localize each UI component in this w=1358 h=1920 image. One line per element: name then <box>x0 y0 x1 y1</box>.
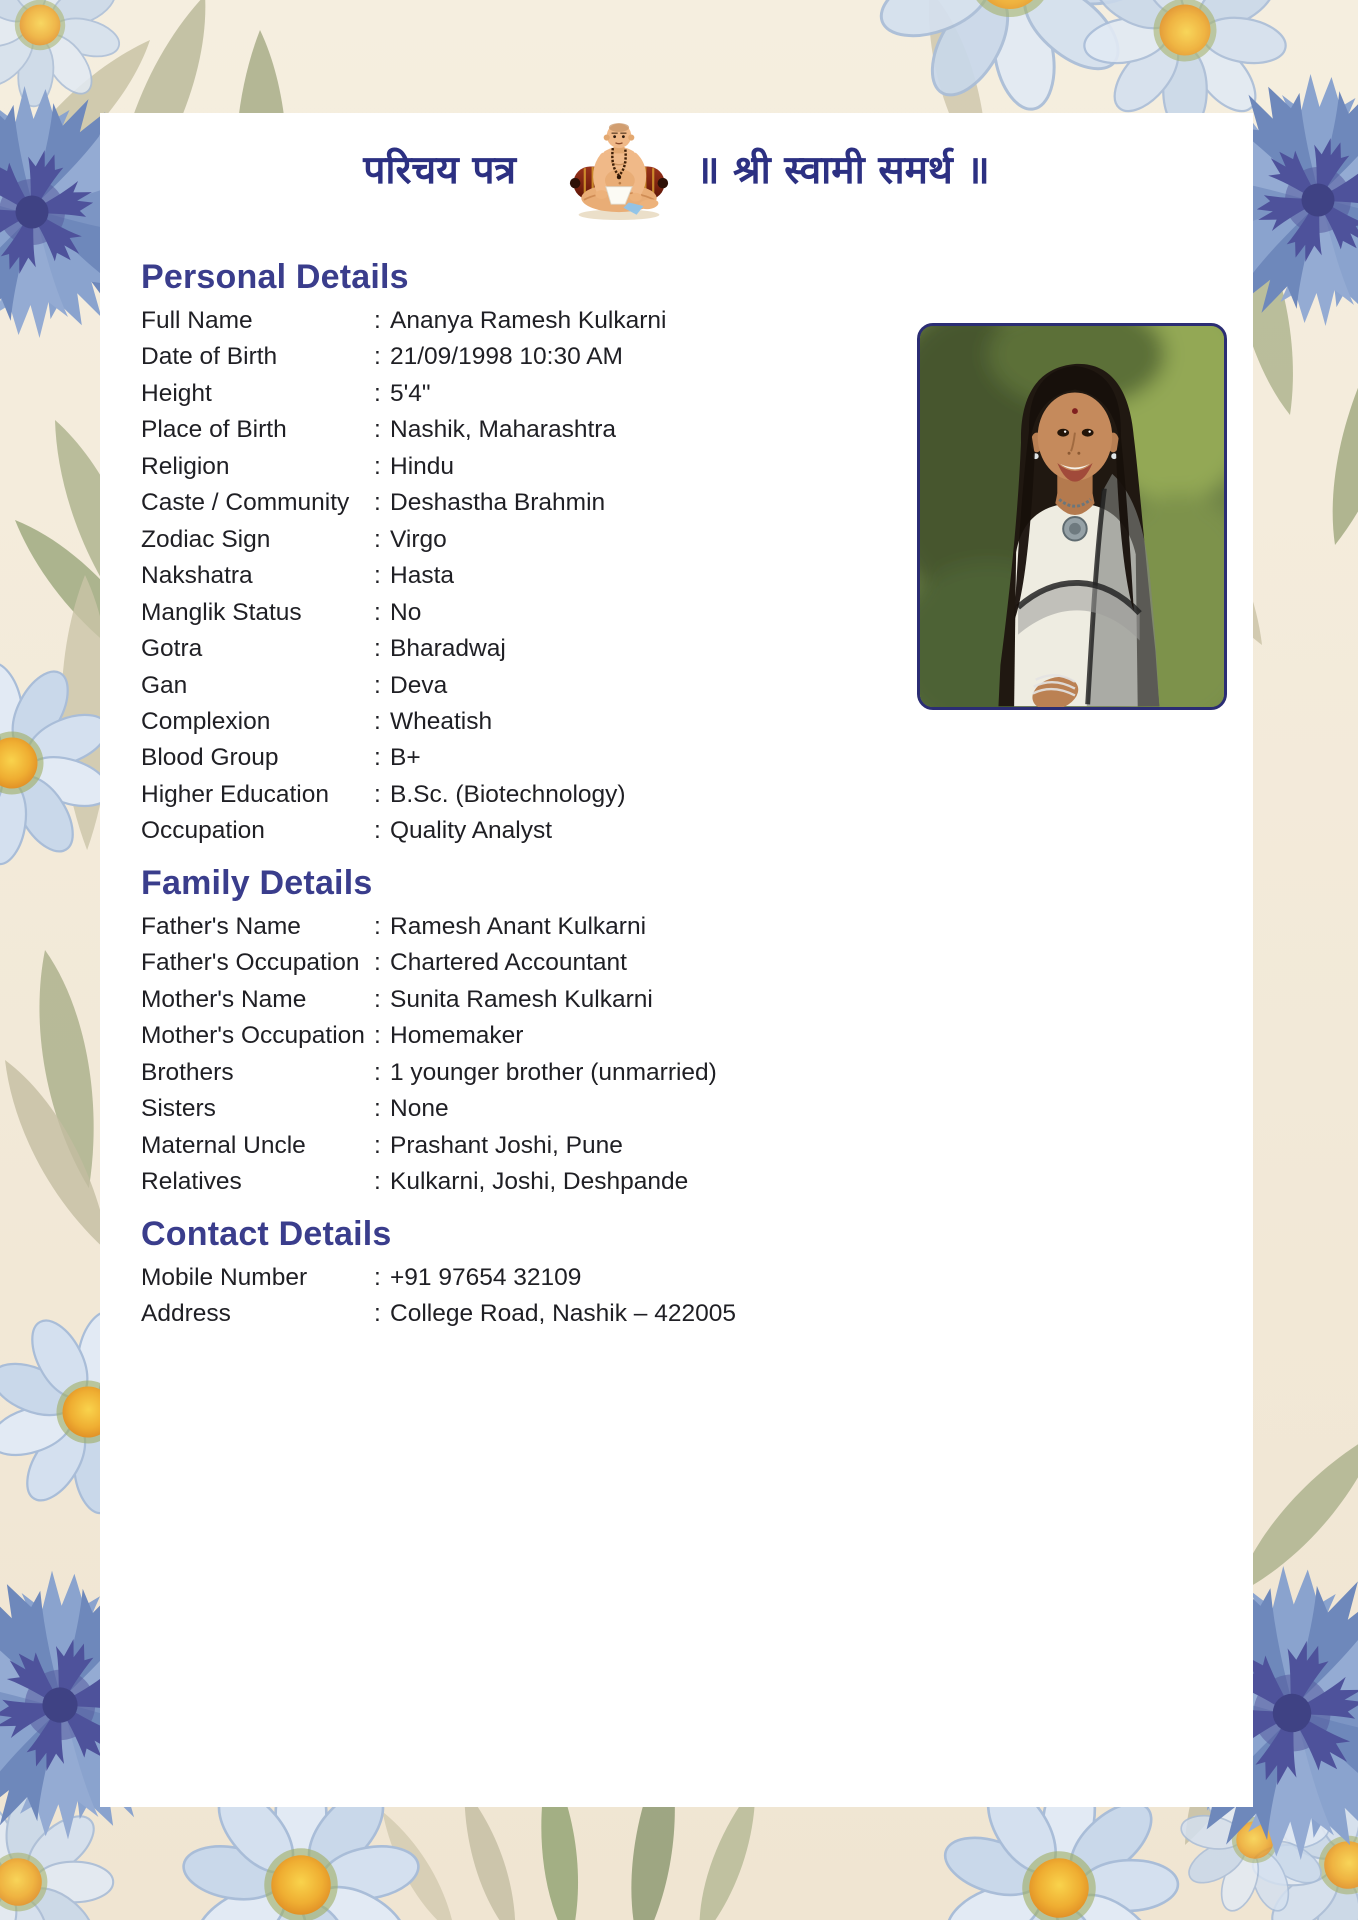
row-label: Relatives <box>141 1168 242 1196</box>
row-separator: : <box>374 1131 381 1159</box>
row-label: Manglik Status <box>141 598 302 626</box>
row-value: 21/09/1998 10:30 AM <box>390 343 623 371</box>
row-value: Prashant Joshi, Pune <box>390 1131 623 1159</box>
row-label: Mobile Number <box>141 1264 308 1291</box>
row-label: Nakshatra <box>141 562 253 590</box>
row-label: Religion <box>141 452 230 480</box>
detail-row <box>141 1055 1237 1091</box>
row-value: Homemaker <box>390 1022 524 1050</box>
detail-row <box>141 777 1237 813</box>
row-value: 5'4" <box>390 379 431 407</box>
header-title-right: ॥ श्री स्वामी समर्थ ॥ <box>696 147 990 193</box>
row-value: Hindu <box>390 452 455 480</box>
row-label: Sisters <box>141 1095 216 1123</box>
row-label: Blood Group <box>141 744 279 772</box>
row-label: Gan <box>141 671 188 699</box>
row-label: Higher Education <box>141 780 329 808</box>
row-value: Hasta <box>390 562 455 590</box>
row-value: None <box>390 1095 449 1123</box>
row-label: Brothers <box>141 1058 234 1086</box>
row-value: Ananya Ramesh Kulkarni <box>390 307 667 334</box>
contact-details-heading: Contact Details <box>141 1215 392 1253</box>
row-separator: : <box>374 707 381 735</box>
row-separator: : <box>374 598 381 626</box>
row-value: +91 97654 32109 <box>390 1264 582 1291</box>
row-label: Father's Occupation <box>141 949 360 977</box>
row-value: Ramesh Anant Kulkarni <box>390 913 647 940</box>
row-separator: : <box>374 416 381 444</box>
row-label: Full Name <box>141 307 253 334</box>
detail-row <box>141 1018 1237 1054</box>
contact-details-list <box>141 1260 1237 1333</box>
detail-row <box>141 1296 1237 1332</box>
biodata-card <box>100 113 1253 1807</box>
family-details-list <box>141 909 1237 1201</box>
row-separator: : <box>374 525 381 553</box>
row-separator: : <box>374 671 381 699</box>
row-label: Address <box>141 1300 231 1328</box>
row-label: Father's Name <box>141 913 301 940</box>
row-label: Mother's Name <box>141 985 307 1013</box>
detail-row <box>141 740 1237 776</box>
row-separator: : <box>374 744 381 772</box>
row-value: Sunita Ramesh Kulkarni <box>390 985 653 1013</box>
row-value: B.Sc. (Biotechnology) <box>390 780 626 808</box>
row-value: Quality Analyst <box>390 817 553 845</box>
row-separator: : <box>374 562 381 590</box>
detail-row <box>141 1091 1237 1127</box>
header <box>100 113 1253 223</box>
row-separator: : <box>374 379 381 407</box>
row-label: Complexion <box>141 707 271 735</box>
row-label: Occupation <box>141 817 265 845</box>
row-value: No <box>390 598 422 626</box>
row-separator: : <box>374 489 381 517</box>
row-separator: : <box>374 1095 381 1123</box>
row-value: Bharadwaj <box>390 635 506 663</box>
row-separator: : <box>374 817 381 845</box>
row-separator: : <box>374 780 381 808</box>
row-label: Date of Birth <box>141 343 278 371</box>
detail-row <box>141 813 1237 849</box>
row-separator: : <box>374 913 381 940</box>
swami-samarth-image <box>562 115 676 225</box>
row-separator: : <box>374 343 381 371</box>
row-value: Nashik, Maharashtra <box>390 416 617 444</box>
row-value: B+ <box>390 744 421 772</box>
row-separator: : <box>374 949 381 977</box>
row-value: Kulkarni, Joshi, Deshpande <box>390 1168 689 1196</box>
detail-row <box>141 1260 1237 1296</box>
row-label: Caste / Community <box>141 489 350 517</box>
family-details-heading: Family Details <box>141 864 373 902</box>
row-value: Deva <box>390 671 448 699</box>
detail-row <box>141 945 1237 981</box>
row-label: Zodiac Sign <box>141 525 271 553</box>
row-separator: : <box>374 452 381 480</box>
detail-row <box>141 909 1237 945</box>
row-value: Chartered Accountant <box>390 949 627 977</box>
row-separator: : <box>374 1168 381 1196</box>
row-label: Height <box>141 379 212 407</box>
row-label: Place of Birth <box>141 416 287 444</box>
row-value: Virgo <box>390 525 447 553</box>
personal-details-heading: Personal Details <box>141 258 409 296</box>
row-separator: : <box>374 307 381 334</box>
row-value: College Road, Nashik – 422005 <box>390 1300 736 1328</box>
row-label: Gotra <box>141 635 203 663</box>
row-value: Wheatish <box>390 707 493 735</box>
row-separator: : <box>374 635 381 663</box>
row-label: Mother's Occupation <box>141 1022 365 1050</box>
row-separator: : <box>374 985 381 1013</box>
header-title-left: परिचय पत्र <box>363 147 517 193</box>
detail-row <box>141 982 1237 1018</box>
row-value: Deshastha Brahmin <box>390 489 606 517</box>
row-separator: : <box>374 1058 381 1086</box>
detail-row <box>141 1128 1237 1164</box>
row-separator: : <box>374 1264 381 1291</box>
row-value: 1 younger brother (unmarried) <box>390 1058 717 1086</box>
row-separator: : <box>374 1022 381 1050</box>
row-label: Maternal Uncle <box>141 1131 306 1159</box>
detail-row <box>141 1164 1237 1200</box>
row-separator: : <box>374 1300 381 1328</box>
profile-photo <box>917 323 1227 710</box>
